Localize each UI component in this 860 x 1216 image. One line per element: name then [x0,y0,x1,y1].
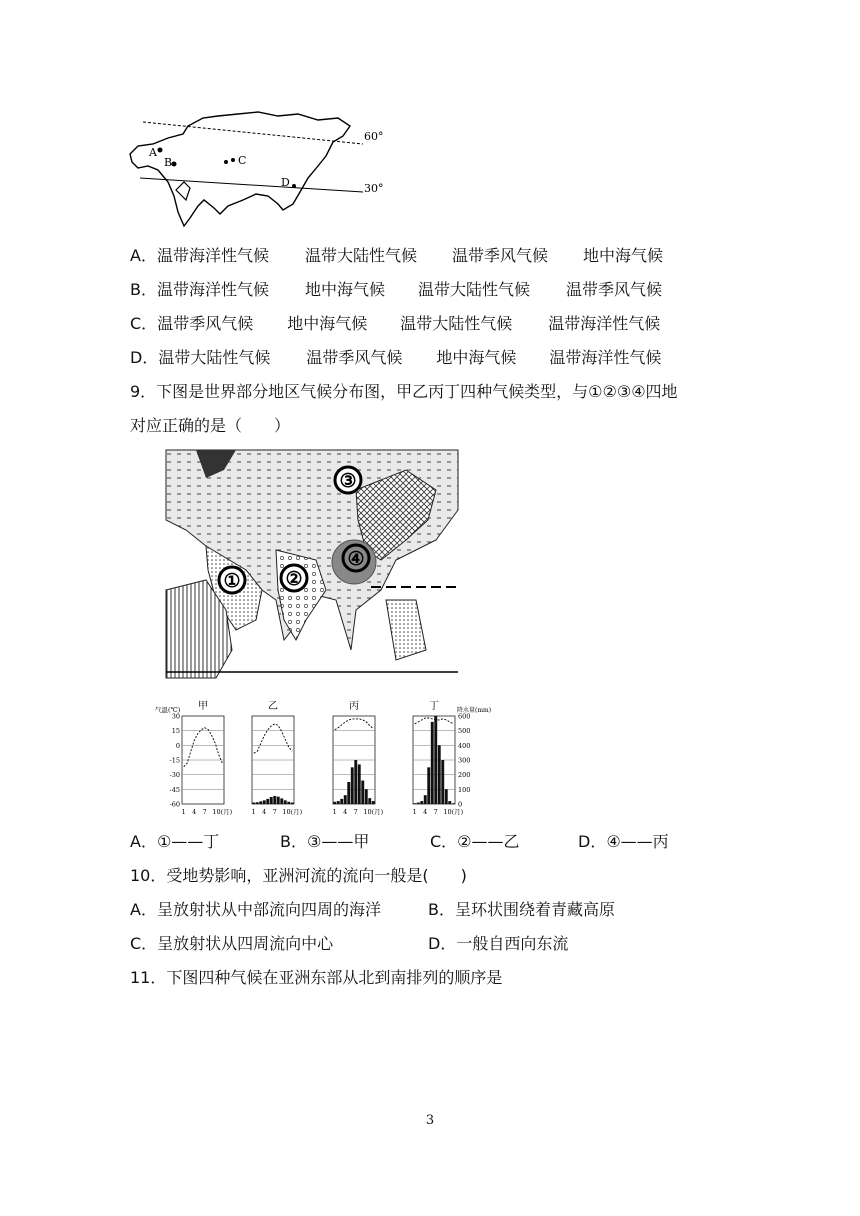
x-tick-label: 7 [433,808,438,816]
precip-bar [351,767,354,804]
q10-option-d[interactable]: D．一般自西向东流 [428,934,569,953]
map-label-d: D [281,176,290,189]
q8-option-b[interactable]: B．温带海洋性气候 地中海气候 温带大陆性气候 温带季风气候 [130,280,662,299]
precip-bar [417,803,420,804]
precip-bar [256,802,259,804]
x-tick-label: 4 [343,808,348,816]
temp-tick-label: 0 [175,741,180,750]
q9-stem-line1: 9．下图是世界部分地区气候分布图，甲乙丙丁四种气候类型，与①②③④四地 [130,382,678,401]
x-tick-label: 10(月) [212,808,233,816]
y-axis-label: 气温(℃) [155,706,181,714]
precip-bar [337,801,340,804]
precip-tick-label: 500 [458,727,471,736]
precip-bar [270,797,273,804]
precip-tick-label: 100 [458,785,471,794]
precip-bar [259,801,262,804]
q9-option-d[interactable]: D．④——丙 [578,832,669,851]
svg-text:①: ① [223,570,241,592]
precip-bar [448,801,451,804]
x-tick-label: 7 [272,808,277,816]
precip-bar [424,795,427,804]
precip-bar [252,803,255,804]
precip-bar [287,802,290,804]
marker-2 [281,565,307,591]
precip-bar [263,800,266,804]
temp-tick-label: 15 [171,727,180,736]
lat-60-label: 60° [364,130,384,143]
precip-bar [277,797,280,804]
temp-tick-label: -45 [169,785,180,794]
svg-text:②: ② [285,568,303,590]
page-number: 3 [425,1113,435,1128]
x-tick-label: 1 [181,808,186,816]
precip-bar [344,795,347,804]
precip-bar [361,781,364,804]
svg-text:③: ③ [339,470,357,492]
q9-option-b[interactable]: B．③——甲 [280,832,370,851]
precip-bar [291,803,294,804]
precip-bar [365,789,368,804]
precip-tick-label: 300 [458,756,471,765]
chart-title: 甲 [198,701,208,712]
marker-1 [219,567,245,593]
precip-bar [445,789,448,804]
precip-bar [284,800,287,804]
x-tick-label: 4 [423,808,428,816]
x-tick-label: 1 [332,808,337,816]
q9-option-c[interactable]: C．②——乙 [430,832,520,851]
x-tick-label: 1 [412,808,417,816]
climate-charts [155,694,492,820]
precip-bar [452,803,455,804]
precip-bar [438,745,441,804]
chart-title: 丙 [349,701,359,712]
x-tick-label: 10(月) [282,808,303,816]
x-tick-label: 1 [251,808,256,816]
precip-bar [333,802,336,804]
q9-option-a[interactable]: A．①——丁 [130,832,220,851]
map-label-c: C [238,154,247,167]
precip-tick-label: 200 [458,771,471,780]
q10-option-c[interactable]: C．呈放射状从四周流向中心 [130,934,334,953]
precip-bar [347,782,350,804]
precip-bar [273,796,276,804]
x-tick-label: 10(月) [443,808,464,816]
precip-bar [358,764,361,804]
x-tick-label: 7 [202,808,207,816]
precip-bar [420,801,423,804]
svg-text:④: ④ [347,548,365,570]
latitude-30-line [140,178,363,192]
map-label-b: B [164,156,173,169]
x-tick-label: 7 [353,808,358,816]
x-tick-label: 4 [262,808,267,816]
q10-stem: 10．受地势影响，亚洲河流的流向一般是( ) [130,866,467,885]
q9-stem-line2: 对应正确的是（ ） [130,416,291,435]
x-tick-label: 4 [192,808,197,816]
precip-bar [280,798,283,804]
q10-option-a[interactable]: A．呈放射状从中部流向四周的海洋 [130,900,381,919]
climate-map [166,450,458,678]
chart-title: 乙 [268,701,278,712]
precip-tick-label: 600 [458,712,471,721]
precip-bar [354,760,357,804]
marker-3 [335,467,361,493]
temp-tick-label: -60 [169,800,180,809]
x-tick-label: 10(月) [363,808,384,816]
eurasia-map [128,108,390,232]
q8-option-a[interactable]: A．温带海洋性气候 温带大陆性气候 温带季风气候 地中海气候 [130,246,663,265]
temp-tick-label: -30 [169,771,180,780]
precip-bar [368,798,371,804]
coastline [130,112,350,226]
precip-bar [434,716,437,804]
temp-tick-label: -15 [169,756,180,765]
precip-bar [372,801,375,804]
precip-bar [431,722,434,804]
precip-tick-label: 0 [458,800,463,809]
chart-title: 丁 [429,701,439,712]
q10-option-b[interactable]: B．呈环状围绕着青藏高原 [428,900,615,919]
q8-option-d[interactable]: D．温带大陆性气候 温带季风气候 地中海气候 温带海洋性气候 [130,348,662,367]
q11-stem: 11．下图四种气候在亚洲东部从北到南排列的顺序是 [130,968,503,987]
map-label-a: A [149,146,157,159]
precip-bar [340,799,343,804]
latitude-60-line [143,122,363,144]
precip-tick-label: 400 [458,741,471,750]
precip-bar [266,799,269,804]
lat-30-label: 30° [364,182,384,195]
temp-tick-label: 30 [171,712,180,721]
precip-bar [413,803,416,804]
precip-bar [441,760,444,804]
q8-option-c[interactable]: C．温带季风气候 地中海气候 温带大陆性气候 温带海洋性气候 [130,314,661,333]
y2-axis-label: 降水量(mm) [457,707,492,714]
precip-bar [427,767,430,804]
